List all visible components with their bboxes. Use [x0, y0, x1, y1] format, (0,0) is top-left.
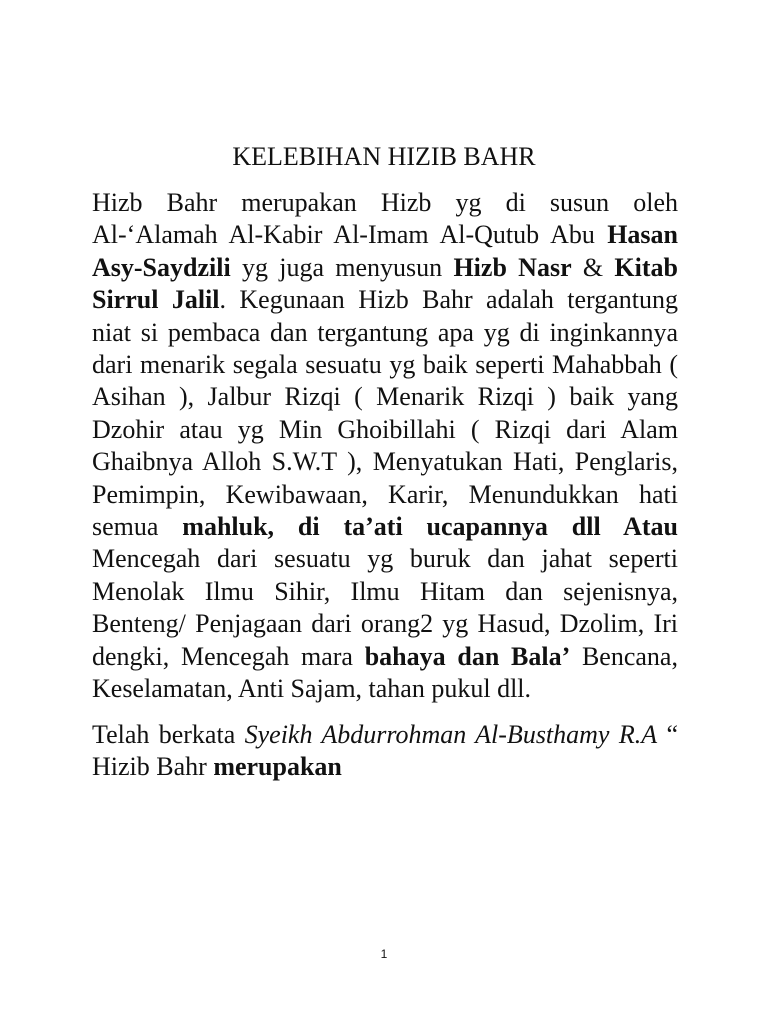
- paragraph-text: Telah berkata: [92, 719, 245, 749]
- document-body: [92, 187, 678, 796]
- paragraph-text: . Kegunaan Hizb Bahr adalah tergantung niat si pembaca dan tergantung apa yg di inginkannya dari menarik segala sesuatu yg baik seperti Mahabbah ( Asihan ), Jalbur Rizqi ( Menarik Rizqi ) baik yang Dzohir atau yg Min Ghoibillahi ( Rizqi dari Alam Ghaibnya Alloh S.W.T ), Menyatukan Hati, Penglaris, Pemimpin, Kewibawaan, Karir, Menundukkan hati semua: [92, 285, 678, 542]
- bold-name-kitab: Kitab Sirrul Jalil: [92, 252, 678, 315]
- paragraph-2: [92, 719, 678, 784]
- page-number: 1: [380, 947, 388, 961]
- paragraph-1: [92, 187, 678, 706]
- paragraph-text: “ Hizib Bahr: [92, 719, 679, 781]
- document-title: KELEBIHAN HIZIB BAHR: [232, 142, 536, 171]
- bold-name-hizb-nasr: Hizb Nasr: [453, 252, 572, 282]
- paragraph-text: Hizb Bahr merupakan Hizb yg di susun oleh Al-‘Alamah Al-Kabir Al-Imam Al-Qutub Abu: [92, 188, 678, 250]
- emphasis-text: merupakan: [213, 751, 342, 781]
- italic-name-syeikh: Syeikh Abdurrohman Al-Busthamy R.A: [244, 719, 658, 749]
- emphasis-text: mahluk, di ta’ati ucapannya dll Atau: [182, 512, 679, 542]
- paragraph-text: Bencana, Keselamatan, Anti Sajam, tahan pukul dll.: [92, 641, 678, 704]
- paragraph-text: Mencegah dari sesuatu yg buruk dan jahat seperti Menolak Ilmu Sihir, Ilmu Hitam dan sejenisnya, Benteng/ Penjagaan dari orang2 yg Hasud, Dzolim, Iri dengki, Mencegah mara: [92, 544, 678, 671]
- emphasis-text: bahaya dan Bala’: [364, 641, 571, 671]
- paragraph-text: &: [571, 252, 615, 282]
- paragraph-text: yg juga menyusun: [230, 252, 454, 282]
- bold-name-author: Hasan Asy-Saydzili: [92, 220, 678, 282]
